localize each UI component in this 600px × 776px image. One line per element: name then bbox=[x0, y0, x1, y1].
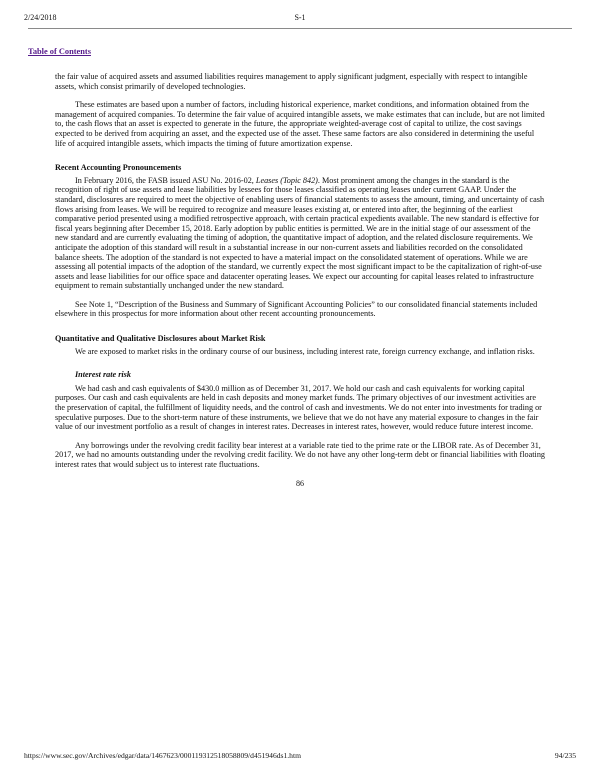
document-body bbox=[55, 72, 545, 488]
section-heading-market-risk: Quantitative and Qualitative Disclosures about Market Risk bbox=[55, 334, 266, 344]
paragraph-asu-text-after: . Most prominent among the changes in the standard is the recognition of right of use assets and lease liabilities by lessees for those leases classified as operating leases under current GAAP. Under the standard, disclosures are required to meet the objective of enabling users of financial statements to assess the amount, timing, and uncertainty of cash flows arising from leases. We will be required to recognize and measure leases existing at, or entered into after, the beginning of the earliest comparative period presented using a modified retrospective approach, with certain practical expedients available. The new standard is effective for fiscal years beginning after December 15, 2018. Early adoption by public entities is permitted. We are in the initial stage of our assessment of the new standard and are currently evaluating the timing of adoption, the quantitative impact of adoption, and the related disclosure requirements. We anticipate the adoption of this standard will result in a substantial increase in our non-current assets and liabilities recorded on the consolidated balance sheets. The adoption of the standard is not expected to have a material impact on the consolidated statement of operations. While we are assessing all potential impacts of the adoption of the standard, we currently expect the most significant impact to be the capitalization of right-of-use assets and lease liabilities for our office space and datacenter operating leases. We expect our accounting for capital leases related to infrastructure equipment to remain substantially unchanged under the new standard. bbox=[55, 175, 545, 291]
subsection-heading-interest-rate-risk: Interest rate risk bbox=[75, 370, 131, 380]
paragraph-asu-2016-02 bbox=[55, 176, 545, 291]
paragraph-continuation: the fair value of acquired assets and assumed liabilities requires management to apply significant judgment, especially with respect to intangible assets, which consist primarily of developed technologies. bbox=[55, 72, 528, 91]
paragraph-asu-italic-title: Leases (Topic 842) bbox=[255, 175, 318, 185]
print-date: 2/24/2018 bbox=[24, 13, 57, 22]
paragraph-asu-text-before: In February 2016, the FASB issued ASU No. 2016-02, bbox=[75, 175, 256, 185]
document-type-label: S-1 bbox=[294, 13, 306, 22]
header-divider bbox=[28, 28, 572, 29]
footer-page-indicator: 94/235 bbox=[554, 751, 576, 760]
table-of-contents-link[interactable]: Table of Contents bbox=[28, 47, 91, 56]
paragraph-see-note: See Note 1, “Description of the Business and Summary of Significant Accounting Policies” to our consolidated financial statements included elsewhere in this prospectus for more information about other recent accounting pronouncements. bbox=[55, 299, 538, 319]
paragraph-market-exposure: We are exposed to market risks in the ordinary course of our business, including interest rate, foreign currency exchange, and inflation risks. bbox=[75, 346, 535, 356]
toc-link-row bbox=[28, 41, 600, 59]
paragraph-estimates: These estimates are based upon a number of factors, including historical experience, market conditions, and information obtained from the management of acquired companies. To determine the fair value of acquired intangible assets, we make estimates that can include, but are not limited to, the cash flows that an asset is expected to generate in the future, the appropriate weighted-average cost of capital to utilize, the cost savings expected to be derived from acquiring an asset, and the expected use of the asset. These same factors are also considered in determining the useful life of acquired intangible assets, which impacts the timing of future amortization expense. bbox=[55, 100, 545, 148]
paragraph-borrowings: Any borrowings under the revolving credit facility bear interest at a variable rate tied to the prime rate or the LIBOR rate. As of December 31, 2017, we had no amounts outstanding under the revolving credit facility. We do not have any other long-term debt or financial liabilities with floating interest rates that would subject us to interest rate fluctuations. bbox=[55, 440, 546, 469]
print-footer bbox=[24, 751, 576, 760]
section-heading-recent-accounting-pronouncements: Recent Accounting Pronouncements bbox=[55, 163, 182, 173]
paragraph-cash-equivalents: We had cash and cash equivalents of $430.0 million as of December 31, 2017. We hold our cash and cash equivalents for working capital purposes. Our cash and cash equivalents are held in cash deposits and money market funds. The primary objectives of our investment activities are the preservation of capital, the fulfillment of liquidity needs, and the control of cash and investments. We do not enter into investments for trading or speculative purposes. Due to the short-term nature of these instruments, we believe that we do not have any material exposure to changes in the fair value of our investment portfolio as a result of changes in interest rates. Decreases in interest rates, however, would reduce future interest income. bbox=[55, 383, 542, 432]
print-header bbox=[0, 0, 600, 25]
footer-source-url: https://www.sec.gov/Archives/edgar/data/1467623/000119312518058809/d451946ds1.htm bbox=[24, 751, 302, 760]
document-page-number: 86 bbox=[296, 478, 304, 488]
